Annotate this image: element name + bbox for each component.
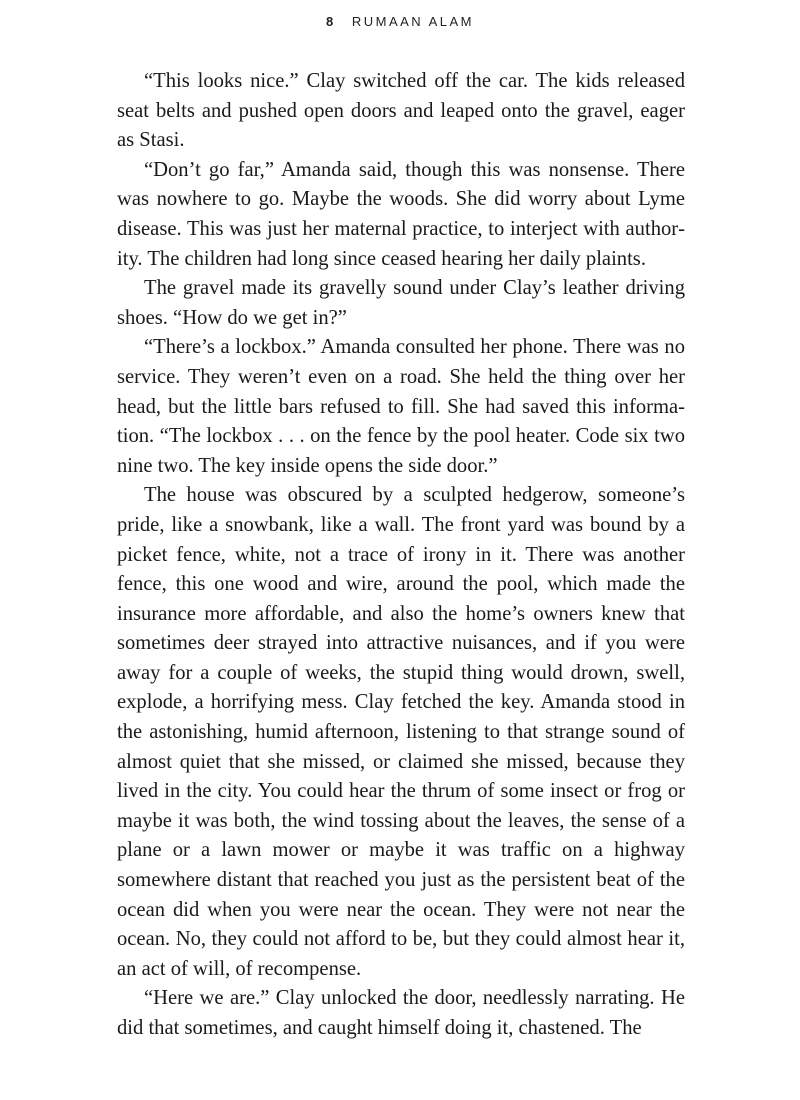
author-name: RUMAAN ALAM bbox=[351, 14, 474, 29]
paragraph: The gravel made its gravelly sound under Clay’s leather driving shoes. “How do we get in?” bbox=[117, 277, 685, 329]
paragraph: “There’s a lockbox.” Amanda consulted her phone. There was no service. They weren’t even on a road. She held the thing over her head, but the little bars refused to fill. She had saved this information. “The lockbox . . . on the fence by the pool heater. Code six two nine two. The key inside opens the side door.” bbox=[117, 336, 685, 477]
paragraph: “Here we are.” Clay unlocked the door, needlessly narrating. He did that sometimes, and caught himself doing it, chastened. The bbox=[117, 987, 685, 1039]
paragraph: The house was obscured by a sculpted hedgerow, someone’s pride, like a snowbank, like a wall. The front yard was bound by a picket fence, white, not a trace of irony in it. There was another fence, this one wood and wire, around the pool, which made the insurance more affordable, and also the home’s owners knew that sometimes deer strayed into attractive nuisances, and if you were away for a couple of weeks, the stupid thing would drown, swell, explode, a horrifying mess. Clay fetched the key. Amanda stood in the astonishing, humid afternoon, listening to that strange sound of almost quiet that she missed, or claimed she missed, because they lived in the city. You could hear the thrum of some insect or frog or maybe it was both, the wind tossing about the leaves, the sense of a plane or a lawn mower or maybe it was traffic on a highway somewhere distant that reached you just as the persistent beat of the ocean did when you were near the ocean. They were not near the ocean. No, they could not afford to be, but they could almost hear it, an act of will, of recompense. bbox=[117, 484, 685, 980]
paragraph: “Don’t go far,” Amanda said, though this was nonsense. There was nowhere to go. Maybe the woods. She did worry about Lyme disease. This was just her maternal practice, to interject with authority. The children had long since ceased hearing her daily plaints. bbox=[117, 158, 685, 270]
running-head bbox=[0, 14, 800, 29]
body-text bbox=[117, 67, 685, 1077]
paragraph: “This looks nice.” Clay switched off the car. The kids released seat belts and pushed open doors and leaped onto the gravel, eager as Stasi. bbox=[117, 70, 685, 152]
page-number: 8 bbox=[326, 14, 336, 29]
